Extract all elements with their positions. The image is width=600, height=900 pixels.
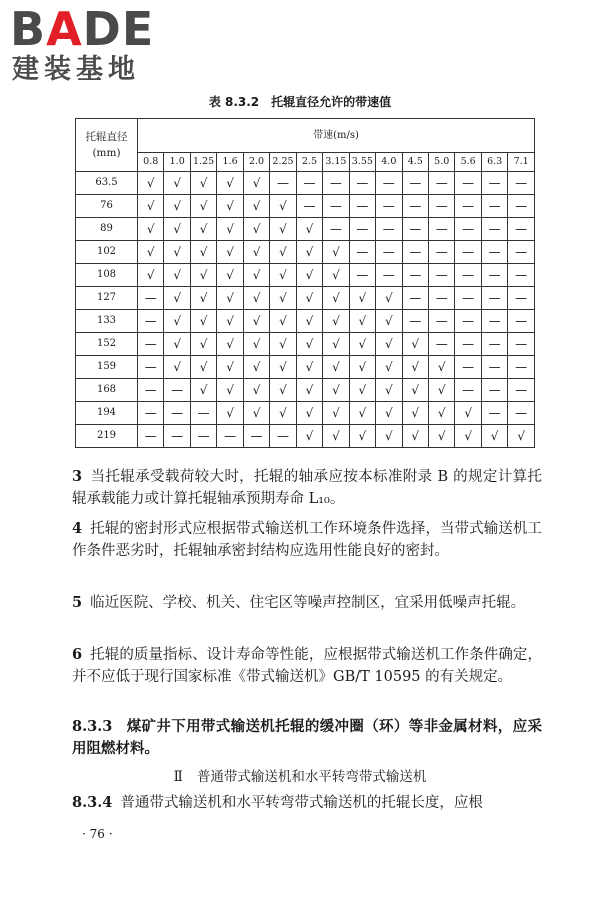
table-number: 表 8.3.2 — [208, 95, 260, 109]
not-allowed-mark: — — [190, 425, 216, 448]
allowed-mark: √ — [243, 287, 269, 310]
not-allowed-mark: — — [296, 195, 322, 218]
allowed-mark: √ — [164, 195, 190, 218]
not-allowed-mark: — — [428, 218, 454, 241]
not-allowed-mark: — — [508, 310, 535, 333]
allowed-mark: √ — [270, 287, 296, 310]
allowed-mark: √ — [349, 310, 375, 333]
speed-value-header: 1.0 — [164, 153, 190, 172]
allowed-mark: √ — [296, 402, 322, 425]
allowed-mark: √ — [138, 218, 164, 241]
not-allowed-mark: — — [508, 402, 535, 425]
not-allowed-mark: — — [296, 172, 322, 195]
diameter-header — [76, 119, 138, 172]
table-row — [76, 310, 535, 333]
allowed-mark: √ — [323, 241, 349, 264]
speed-value-header: 4.0 — [376, 153, 402, 172]
speed-value-header: 3.15 — [323, 153, 349, 172]
not-allowed-mark: — — [428, 310, 454, 333]
allowed-mark: √ — [217, 379, 243, 402]
allowed-mark: √ — [402, 425, 428, 448]
allowed-mark: √ — [455, 402, 481, 425]
allowed-mark: √ — [217, 218, 243, 241]
table-header-row — [76, 119, 535, 153]
not-allowed-mark: — — [349, 241, 375, 264]
diameter-cell: 76 — [76, 195, 138, 218]
allowed-mark: √ — [402, 402, 428, 425]
allowed-mark: √ — [428, 425, 454, 448]
allowed-mark: √ — [190, 310, 216, 333]
allowed-mark: √ — [376, 333, 402, 356]
diameter-cell: 152 — [76, 333, 138, 356]
allowed-mark: √ — [190, 356, 216, 379]
allowed-mark: √ — [402, 333, 428, 356]
diameter-header-label: 托辊直径 — [85, 131, 128, 143]
not-allowed-mark: — — [508, 195, 535, 218]
allowed-mark: √ — [164, 172, 190, 195]
allowed-mark: √ — [270, 241, 296, 264]
not-allowed-mark: — — [508, 379, 535, 402]
not-allowed-mark: — — [455, 172, 481, 195]
not-allowed-mark: — — [428, 264, 454, 287]
allowed-mark: √ — [217, 264, 243, 287]
not-allowed-mark: — — [138, 333, 164, 356]
logo-subtitle: 建装基地 — [12, 54, 140, 85]
not-allowed-mark: — — [402, 287, 428, 310]
allowed-mark: √ — [190, 218, 216, 241]
allowed-mark: √ — [296, 379, 322, 402]
clause-8-3-4 — [72, 792, 542, 814]
clause-text: 煤矿井下用带式输送机托辊的缓冲圈（环）等非金属材料，应采用阻燃材料。 — [72, 718, 542, 757]
allowed-mark: √ — [190, 287, 216, 310]
allowed-mark: √ — [217, 402, 243, 425]
not-allowed-mark: — — [270, 172, 296, 195]
not-allowed-mark: — — [455, 241, 481, 264]
allowed-mark: √ — [376, 287, 402, 310]
allowed-mark: √ — [138, 172, 164, 195]
allowed-mark: √ — [243, 241, 269, 264]
allowed-mark: √ — [164, 264, 190, 287]
allowed-mark: √ — [270, 310, 296, 333]
not-allowed-mark: — — [138, 379, 164, 402]
not-allowed-mark: — — [481, 218, 507, 241]
allowed-mark: √ — [217, 310, 243, 333]
section-heading — [0, 768, 600, 786]
allowed-mark: √ — [243, 218, 269, 241]
table-row — [76, 425, 535, 448]
allowed-mark: √ — [164, 241, 190, 264]
allowed-mark: √ — [349, 287, 375, 310]
allowed-mark: √ — [323, 379, 349, 402]
allowed-mark: √ — [349, 333, 375, 356]
speed-value-header: 2.5 — [296, 153, 322, 172]
allowed-mark: √ — [164, 287, 190, 310]
not-allowed-mark: — — [428, 287, 454, 310]
allowed-mark: √ — [349, 379, 375, 402]
paragraph-6 — [72, 644, 542, 688]
not-allowed-mark: — — [481, 195, 507, 218]
paragraph-number: 5 — [72, 594, 83, 611]
not-allowed-mark: — — [481, 379, 507, 402]
not-allowed-mark: — — [323, 172, 349, 195]
not-allowed-mark: — — [428, 195, 454, 218]
speed-value-header: 7.1 — [508, 153, 535, 172]
allowed-mark: √ — [376, 379, 402, 402]
speed-value-header: 6.3 — [481, 153, 507, 172]
allowed-mark: √ — [323, 333, 349, 356]
allowed-mark: √ — [243, 333, 269, 356]
paragraph-3 — [72, 466, 542, 510]
allowed-mark: √ — [376, 425, 402, 448]
speed-value-header: 5.0 — [428, 153, 454, 172]
not-allowed-mark: — — [428, 241, 454, 264]
allowed-mark: √ — [296, 241, 322, 264]
allowed-mark: √ — [138, 264, 164, 287]
not-allowed-mark: — — [428, 172, 454, 195]
not-allowed-mark: — — [402, 218, 428, 241]
not-allowed-mark: — — [481, 356, 507, 379]
table-row — [76, 241, 535, 264]
allowed-mark: √ — [349, 356, 375, 379]
not-allowed-mark: — — [402, 264, 428, 287]
not-allowed-mark: — — [508, 172, 535, 195]
allowed-mark: √ — [296, 287, 322, 310]
table-row — [76, 356, 535, 379]
allowed-mark: √ — [243, 356, 269, 379]
allowed-mark: √ — [190, 241, 216, 264]
not-allowed-mark: — — [138, 310, 164, 333]
not-allowed-mark: — — [376, 218, 402, 241]
not-allowed-mark: — — [508, 287, 535, 310]
not-allowed-mark: — — [164, 425, 190, 448]
allowed-mark: √ — [243, 402, 269, 425]
not-allowed-mark: — — [349, 264, 375, 287]
speed-value-header: 2.25 — [270, 153, 296, 172]
page-number: · 76 · — [82, 827, 113, 841]
speed-value-header: 5.6 — [455, 153, 481, 172]
not-allowed-mark: — — [481, 310, 507, 333]
allowed-mark: √ — [428, 379, 454, 402]
diameter-cell: 102 — [76, 241, 138, 264]
speed-value-header: 0.8 — [138, 153, 164, 172]
not-allowed-mark: — — [402, 310, 428, 333]
allowed-mark: √ — [296, 264, 322, 287]
allowed-mark: √ — [217, 172, 243, 195]
allowed-mark: √ — [508, 425, 535, 448]
speed-value-header: 3.55 — [349, 153, 375, 172]
allowed-mark: √ — [190, 333, 216, 356]
table-row — [76, 172, 535, 195]
allowed-mark: √ — [270, 356, 296, 379]
not-allowed-mark: — — [376, 264, 402, 287]
not-allowed-mark: — — [455, 287, 481, 310]
belt-speed-table — [75, 118, 535, 448]
not-allowed-mark: — — [455, 195, 481, 218]
not-allowed-mark: — — [481, 172, 507, 195]
speed-value-header: 4.5 — [402, 153, 428, 172]
table-row — [76, 402, 535, 425]
not-allowed-mark: — — [323, 218, 349, 241]
allowed-mark: √ — [349, 402, 375, 425]
not-allowed-mark: — — [349, 218, 375, 241]
allowed-mark: √ — [243, 264, 269, 287]
allowed-mark: √ — [323, 402, 349, 425]
not-allowed-mark: — — [481, 402, 507, 425]
not-allowed-mark: — — [508, 333, 535, 356]
not-allowed-mark: — — [376, 241, 402, 264]
not-allowed-mark: — — [402, 195, 428, 218]
paragraph-text: 托辊的质量指标、设计寿命等性能，应根据带式输送机工作条件确定，并不应低于现行国家标准《带式输送机》GB/T 10595 的有关规定。 — [72, 647, 542, 685]
allowed-mark: √ — [323, 310, 349, 333]
not-allowed-mark: — — [164, 379, 190, 402]
allowed-mark: √ — [190, 172, 216, 195]
not-allowed-mark: — — [508, 218, 535, 241]
diameter-cell: 133 — [76, 310, 138, 333]
allowed-mark: √ — [270, 379, 296, 402]
not-allowed-mark: — — [481, 287, 507, 310]
diameter-cell: 168 — [76, 379, 138, 402]
not-allowed-mark: — — [455, 218, 481, 241]
diameter-cell: 108 — [76, 264, 138, 287]
allowed-mark: √ — [138, 241, 164, 264]
not-allowed-mark: — — [402, 241, 428, 264]
allowed-mark: √ — [217, 287, 243, 310]
not-allowed-mark: — — [508, 356, 535, 379]
allowed-mark: √ — [164, 310, 190, 333]
not-allowed-mark: — — [376, 195, 402, 218]
clause-number: 8.3.3 — [72, 718, 113, 735]
allowed-mark: √ — [376, 310, 402, 333]
table-row — [76, 218, 535, 241]
not-allowed-mark: — — [138, 356, 164, 379]
allowed-mark: √ — [428, 356, 454, 379]
allowed-mark: √ — [376, 402, 402, 425]
not-allowed-mark: — — [455, 379, 481, 402]
clause-8-3-3 — [72, 716, 542, 760]
allowed-mark: √ — [190, 379, 216, 402]
allowed-mark: √ — [270, 218, 296, 241]
allowed-mark: √ — [164, 333, 190, 356]
allowed-mark: √ — [190, 264, 216, 287]
clause-number: 8.3.4 — [72, 794, 113, 811]
logo — [10, 4, 185, 89]
paragraph-number: 6 — [72, 646, 83, 663]
allowed-mark: √ — [270, 402, 296, 425]
allowed-mark: √ — [428, 402, 454, 425]
table-row — [76, 264, 535, 287]
not-allowed-mark: — — [481, 241, 507, 264]
allowed-mark: √ — [402, 356, 428, 379]
allowed-mark: √ — [217, 333, 243, 356]
table-row — [76, 333, 535, 356]
allowed-mark: √ — [190, 195, 216, 218]
diameter-cell: 194 — [76, 402, 138, 425]
table-row — [76, 287, 535, 310]
logo-brand — [10, 4, 154, 54]
diameter-cell: 159 — [76, 356, 138, 379]
speed-value-header: 1.25 — [190, 153, 216, 172]
allowed-mark: √ — [270, 195, 296, 218]
allowed-mark: √ — [243, 310, 269, 333]
paragraph-text: 当托辊承受载荷较大时，托辊的轴承应按本标准附录 B 的规定计算托辊承载能力或计算托辊轴承预期寿命 L₁₀。 — [72, 469, 542, 507]
allowed-mark: √ — [243, 195, 269, 218]
paragraph-text: 托辊的密封形式应根据带式输送机工作环境条件选择，当带式输送机工作条件恶劣时，托辊轴承密封结构应选用性能良好的密封。 — [72, 521, 542, 559]
allowed-mark: √ — [164, 356, 190, 379]
not-allowed-mark: — — [349, 172, 375, 195]
not-allowed-mark: — — [428, 333, 454, 356]
paragraph-number: 4 — [72, 520, 83, 537]
not-allowed-mark: — — [164, 402, 190, 425]
paragraph-4 — [72, 518, 542, 562]
not-allowed-mark: — — [455, 356, 481, 379]
not-allowed-mark: — — [508, 264, 535, 287]
allowed-mark: √ — [376, 356, 402, 379]
allowed-mark: √ — [138, 195, 164, 218]
allowed-mark: √ — [323, 264, 349, 287]
not-allowed-mark: — — [323, 195, 349, 218]
not-allowed-mark: — — [508, 241, 535, 264]
section-numeral: Ⅱ — [173, 769, 183, 785]
logo-brand-text: BADE — [10, 2, 155, 56]
not-allowed-mark: — — [270, 425, 296, 448]
allowed-mark: √ — [217, 241, 243, 264]
table-row — [76, 195, 535, 218]
allowed-mark: √ — [296, 333, 322, 356]
not-allowed-mark: — — [138, 402, 164, 425]
allowed-mark: √ — [402, 379, 428, 402]
not-allowed-mark: — — [138, 425, 164, 448]
paragraph-number: 3 — [72, 468, 83, 485]
table-caption — [0, 94, 600, 110]
allowed-mark: √ — [270, 333, 296, 356]
diameter-header-unit: (mm) — [92, 147, 121, 159]
allowed-mark: √ — [243, 172, 269, 195]
not-allowed-mark: — — [455, 333, 481, 356]
allowed-mark: √ — [296, 356, 322, 379]
allowed-mark: √ — [296, 218, 322, 241]
not-allowed-mark: — — [481, 264, 507, 287]
allowed-mark: √ — [455, 425, 481, 448]
not-allowed-mark: — — [402, 172, 428, 195]
allowed-mark: √ — [217, 356, 243, 379]
allowed-mark: √ — [164, 218, 190, 241]
section-title: 普通带式输送机和水平转弯带式输送机 — [196, 769, 427, 785]
allowed-mark: √ — [349, 425, 375, 448]
speed-value-header: 2.0 — [243, 153, 269, 172]
allowed-mark: √ — [323, 425, 349, 448]
allowed-mark: √ — [296, 310, 322, 333]
diameter-cell: 127 — [76, 287, 138, 310]
diameter-cell: 63.5 — [76, 172, 138, 195]
paragraph-text: 临近医院、学校、机关、住宅区等噪声控制区，宜采用低噪声托辊。 — [90, 595, 526, 611]
table-row — [76, 379, 535, 402]
allowed-mark: √ — [323, 356, 349, 379]
not-allowed-mark: — — [455, 310, 481, 333]
not-allowed-mark: — — [376, 172, 402, 195]
not-allowed-mark: — — [217, 425, 243, 448]
diameter-cell: 219 — [76, 425, 138, 448]
not-allowed-mark: — — [243, 425, 269, 448]
speed-value-header: 1.6 — [217, 153, 243, 172]
clause-text: 普通带式输送机和水平转弯带式输送机的托辊长度，应根 — [120, 795, 483, 811]
speed-header: 带速(m/s) — [138, 119, 535, 153]
allowed-mark: √ — [296, 425, 322, 448]
not-allowed-mark: — — [349, 195, 375, 218]
not-allowed-mark: — — [455, 264, 481, 287]
paragraph-5 — [72, 592, 542, 614]
not-allowed-mark: — — [138, 287, 164, 310]
allowed-mark: √ — [243, 379, 269, 402]
speed-values-row — [76, 153, 535, 172]
not-allowed-mark: — — [481, 333, 507, 356]
not-allowed-mark: — — [190, 402, 216, 425]
allowed-mark: √ — [323, 287, 349, 310]
diameter-cell: 89 — [76, 218, 138, 241]
allowed-mark: √ — [481, 425, 507, 448]
allowed-mark: √ — [270, 264, 296, 287]
allowed-mark: √ — [217, 195, 243, 218]
table-title: 托辊直径允许的带速值 — [271, 95, 392, 109]
